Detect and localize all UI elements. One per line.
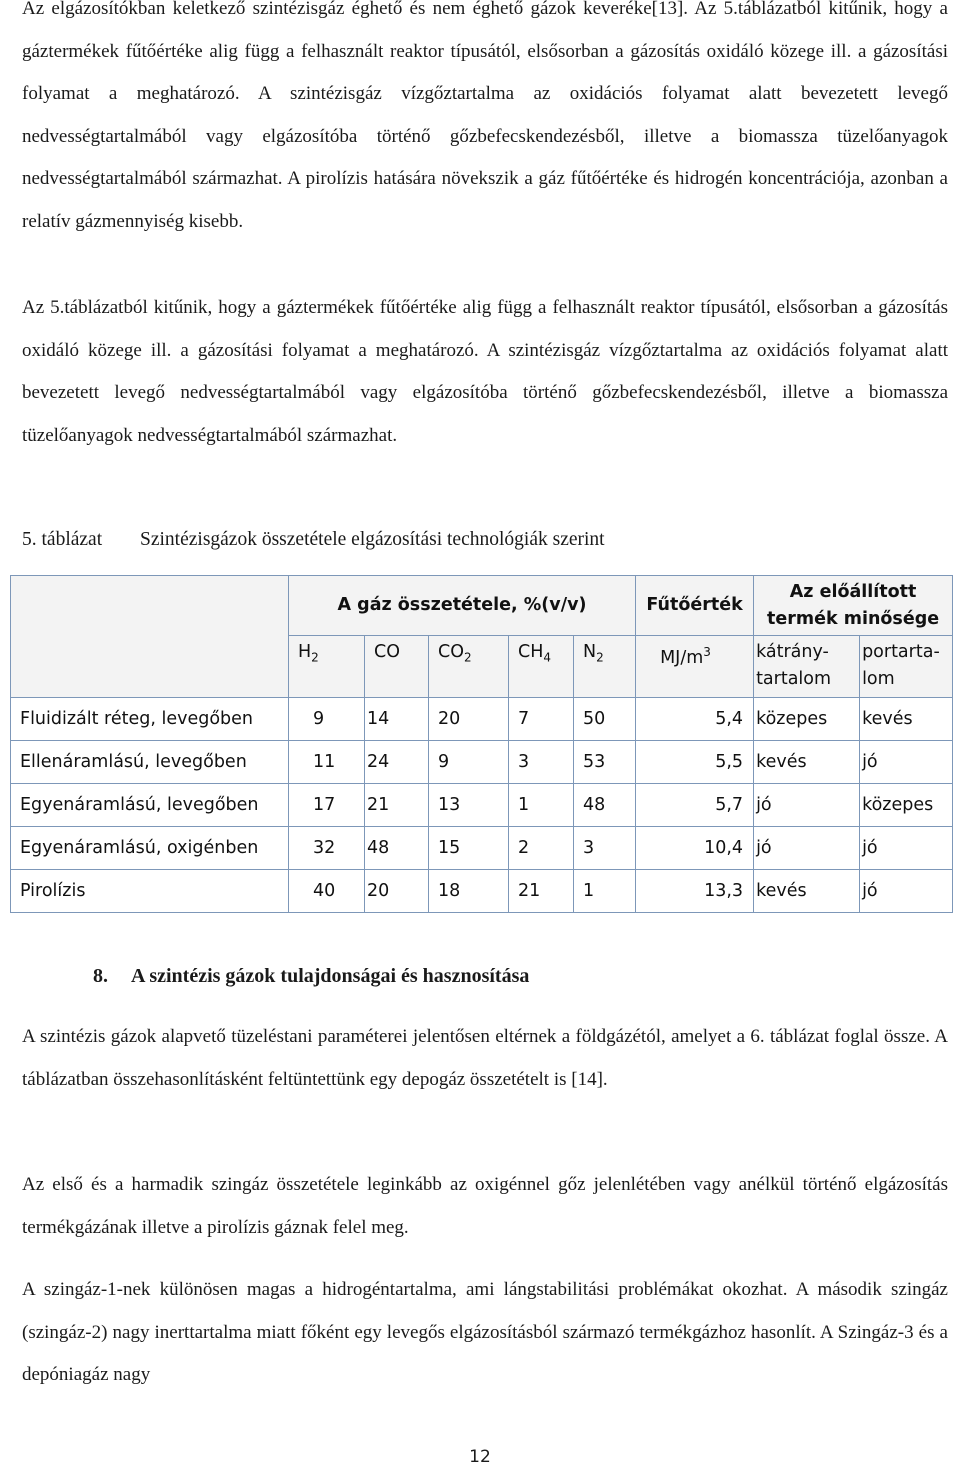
table-row [11, 698, 953, 741]
table-cell-h2: 9 [289, 698, 365, 741]
table-cell-h2: 32 [289, 827, 365, 870]
table-cell-co2: 15 [429, 827, 509, 870]
table-cell-heating-value: 5,5 [636, 741, 754, 784]
table-cell-n2: 3 [574, 827, 636, 870]
table-cell-h2: 17 [289, 784, 365, 827]
table-cell-technology: Ellenáramlású, levegőben [11, 741, 289, 784]
section-title: A szintézis gázok tulajdonságai és hasznosítása [131, 965, 530, 987]
table-cell-heating-value: 10,4 [636, 827, 754, 870]
table-cell-tar: jó [754, 827, 860, 870]
section-heading [93, 956, 943, 996]
paragraph-table-reference: Az 5.táblázatból kitűnik, hogy a gáztermékek fűtőértéke alig függ a felhasznált reaktor típusától, elsősorban a gázosítás oxidáló közege ill. a gázosítási folyamat a meghatározó. A szintézisgáz vízgőztartalma az oxidációs folyamat alatt bevezetett levegő nedvességtartalmából vagy elgázosítóba történő gőzbefecskendezésből, illetve a biomassza tüzelőanyagok nedvességtartalmából származhat. [22, 297, 948, 446]
table-cell-h2: 11 [289, 741, 365, 784]
table-header-product-quality: Az előállított termék minősége [754, 576, 953, 636]
table-row [11, 870, 953, 913]
table-cell-co: 24 [365, 741, 429, 784]
table-row [11, 827, 953, 870]
table-subheader-unit: $MJ/m^3$ [636, 636, 754, 698]
table-cell-tar: kevés [754, 741, 860, 784]
table-cell-heating-value: 5,7 [636, 784, 754, 827]
table-cell-co2: 18 [429, 870, 509, 913]
paragraph-syngas-comparison: Az első és a harmadik szingáz összetétele leginkább az oxigénnel gőz jelenlétében vagy anélkül történő elgázosítás termékgázának illetve a pirolízis gáznak felel meg. [22, 1174, 948, 1238]
paragraph-properties: A szintézis gázok alapvető tüzeléstani paraméterei jelentősen eltérnek a földgázétól, amelyet a 6. táblázat foglal össze. A táblázatban összehasonlításként feltüntettünk egy depogáz összetételt is [14]. [22, 1026, 948, 1090]
table-cell-ch4: 2 [509, 827, 574, 870]
table-subheader-ch4: $CH_4$ [509, 636, 574, 698]
table-cell-dust: jó [860, 827, 953, 870]
table-subheader-dust-content: portarta-lom [860, 636, 953, 698]
table-cell-n2: 48 [574, 784, 636, 827]
table-cell-dust: jó [860, 870, 953, 913]
table-cell-dust: közepes [860, 784, 953, 827]
table-cell-co2: 20 [429, 698, 509, 741]
table-cell-co2: 9 [429, 741, 509, 784]
table-cell-co: 48 [365, 827, 429, 870]
table-cell-heating-value: 13,3 [636, 870, 754, 913]
table-cell-co: 14 [365, 698, 429, 741]
table-header-heating-value: Fűtőérték [636, 576, 754, 636]
paragraph-intro: Az elgázosítókban keletkező szintézisgáz éghető és nem éghető gázok keveréke[13]. Az 5.táblázatból kitűnik, hogy a gáztermékek fűtőértéke alig függ a felhasznált reaktor típusától, elsősorban a gázosítás oxidáló közege ill. a gázosítási folyamat a meghatározó. A szintézisgáz vízgőztartalma az oxidációs folyamat alatt bevezetett levegő nedvességtartalmából vagy elgázosítóba történő gőzbefecskendezésből, illetve a biomassza tüzelőanyagok nedvességtartalmából származhat. A pirolízis hatására növekszik a gáz fűtőértéke és hidrogén koncentrációja, azonban a relatív gázmennyiség kisebb. [22, 0, 948, 232]
table-cell-ch4: 3 [509, 741, 574, 784]
table-row [11, 741, 953, 784]
table-caption [22, 520, 948, 560]
table-subheader-co2: $CO_2$ [429, 636, 509, 698]
table-cell-technology: Pirolízis [11, 870, 289, 913]
table-cell-ch4: 1 [509, 784, 574, 827]
table-subheader-tar-content: kátrány-tartalom [754, 636, 860, 698]
table-header-empty-cell [11, 576, 289, 698]
table-cell-technology: Fluidizált réteg, levegőben [11, 698, 289, 741]
table-cell-tar: kevés [754, 870, 860, 913]
table-subheader-h2: $H_2$ [289, 636, 365, 698]
table-cell-tar: jó [754, 784, 860, 827]
table-cell-n2: 53 [574, 741, 636, 784]
table-cell-dust: jó [860, 741, 953, 784]
table-cell-h2: 40 [289, 870, 365, 913]
table-cell-heating-value: 5,4 [636, 698, 754, 741]
table-subheader-n2: $N_2$ [574, 636, 636, 698]
table-cell-technology: Egyenáramlású, oxigénben [11, 827, 289, 870]
table-caption-number: 5. táblázat [22, 529, 103, 550]
table-caption-title: Szintézisgázok összetétele elgázosítási technológiák szerint [140, 529, 605, 550]
page-number: 12 [469, 1447, 491, 1467]
paragraph-syngas-details: A szingáz-1-nek különösen magas a hidrogéntartalma, ami lángstabilitási problémákat okozhat. A második szingáz (szingáz-2) nagy inerttartalma miatt főként egy levegős elgázosításból származó termékgázhoz hasonlít. A Szingáz-3 és a depóniagáz nagy [22, 1279, 948, 1385]
syngas-composition-table [10, 575, 953, 913]
table-cell-tar: közepes [754, 698, 860, 741]
table-header-row-1 [11, 576, 953, 636]
table-cell-technology: Egyenáramlású, levegőben [11, 784, 289, 827]
table-cell-co: 20 [365, 870, 429, 913]
table-cell-co: 21 [365, 784, 429, 827]
table-cell-dust: kevés [860, 698, 953, 741]
table-subheader-co: CO [365, 636, 429, 698]
table-cell-n2: 50 [574, 698, 636, 741]
table-cell-ch4: 21 [509, 870, 574, 913]
table-cell-n2: 1 [574, 870, 636, 913]
table-cell-co2: 13 [429, 784, 509, 827]
section-number: 8. [93, 965, 108, 987]
table-row [11, 784, 953, 827]
table-header-composition: A gáz összetétele, %(v/v) [289, 576, 636, 636]
table-cell-ch4: 7 [509, 698, 574, 741]
